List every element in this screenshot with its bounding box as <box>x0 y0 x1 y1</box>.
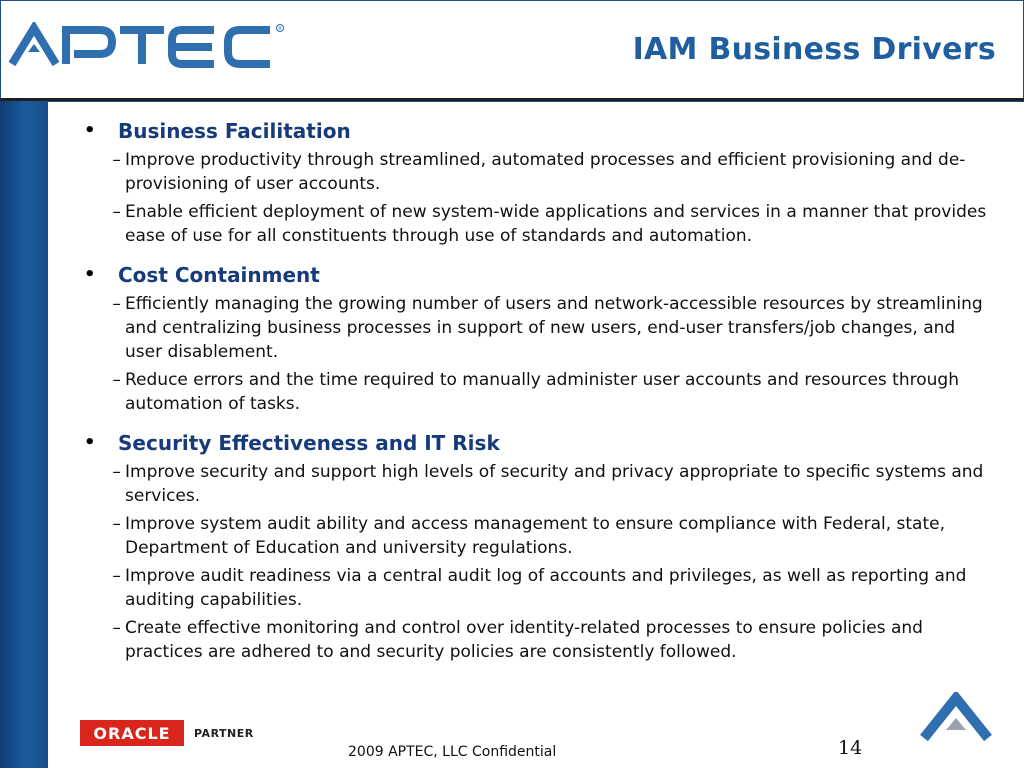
aptec-logo <box>8 22 288 68</box>
list-item: – Reduce errors and the time required to manually administer user accounts and resources through automation of tasks. <box>80 370 959 414</box>
header-divider-accent <box>48 101 1024 102</box>
oracle-wordmark: ORACLE <box>80 720 184 746</box>
slide-title: IAM Business Drivers <box>632 32 996 67</box>
list-item: – Enable efficient deployment of new system-wide applications and services in a manner that provides ease of use for all constituents through use of standards and automation. <box>80 202 987 246</box>
section-heading: Business Facilitation <box>118 119 351 143</box>
oracle-partner-logo <box>80 720 254 746</box>
bullet-icon: • <box>84 432 96 453</box>
frame-top-border <box>0 0 1024 1</box>
section-business-facilitation <box>80 118 990 248</box>
sidebar-band <box>0 101 48 768</box>
bullet-icon: • <box>84 264 96 285</box>
bullet-icon: • <box>84 120 96 141</box>
slide-content <box>80 118 990 678</box>
list-item: – Improve system audit ability and access management to ensure compliance with Federal, state, Department of Education and university regulations. <box>80 514 946 558</box>
list-item: – Improve audit readiness via a central audit log of accounts and privileges, as well as reporting and auditing capabilities. <box>80 566 967 610</box>
list-item: – Create effective monitoring and control over identity-related processes to ensure policies and practices are adhered to and security policies are consistently followed. <box>80 618 923 662</box>
list-item: – Efficiently managing the growing number of users and network-accessible resources by streamlining and centralizing business processes in support of new users, end-user transfers/job changes, and user disablement. <box>80 294 983 362</box>
list-item: – Improve security and support high levels of security and privacy appropriate to specific systems and services. <box>80 462 984 506</box>
list-item: – Improve productivity through streamlined, automated processes and efficient provisioning and de-provisioning of user accounts. <box>80 150 966 194</box>
page-number: 14 <box>838 737 863 759</box>
section-heading: Cost Containment <box>118 263 320 287</box>
aptec-mark-icon <box>918 692 994 742</box>
section-security-effectiveness <box>80 430 990 664</box>
frame-left-border <box>0 0 1 100</box>
partner-label: PARTNER <box>194 726 254 740</box>
section-heading: Security Effectiveness and IT Risk <box>118 431 500 455</box>
svg-text:R: R <box>278 25 282 32</box>
section-cost-containment <box>80 262 990 416</box>
confidential-footer: 2009 APTEC, LLC Confidential <box>348 744 557 760</box>
